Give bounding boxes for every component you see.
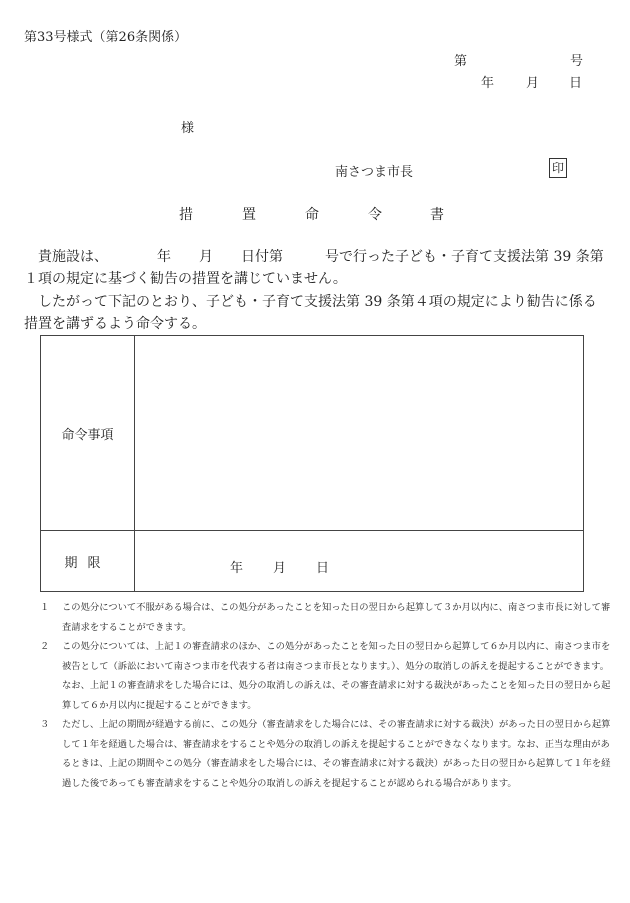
- deadline-day: 日: [316, 561, 330, 576]
- orders-table: [40, 335, 584, 592]
- deadline-month: 月: [273, 561, 287, 576]
- issue-date-month: 月: [526, 76, 540, 91]
- note-item: [40, 637, 612, 715]
- title-char: 命: [305, 207, 319, 223]
- title-char: 書: [430, 207, 444, 223]
- note-text: ただし、上記の期間が経過する前に、この処分（審査請求をした場合には、その審査請求に対する裁決）があった日の翌日から起算して１年を経過した場合は、審査請求をすることや処分の取消しの訴えを提起することができなくなります。なお、正当な理由があるときは、上記の期間やこの処分（審査請求をした場合には、その審査請求に対する裁決）があった日の翌日から起算して１年を経過した後であっても審査請求をすることや処分の取消しの訴えを提起することが認められる場合があります。: [62, 719, 611, 789]
- deadline-label: 期限: [64, 555, 111, 571]
- body-paragraph-1: 貴施設は、 年 月 日付第 号で行った子ども・子育て支援法第 39 条第１項の規定に基づく勧告の措置を講じていません。: [24, 249, 604, 287]
- issuer-name: 南さつま市長: [335, 165, 414, 180]
- note-item: [40, 598, 612, 637]
- body-paragraph-2: したがって下記のとおり、子ども・子育て支援法第 39 条第４項の規定により勧告に係る措置を講ずるよう命令する。: [24, 294, 597, 332]
- document-number-suffix: 号: [570, 54, 584, 69]
- form-number: 第33号様式（第26条関係）: [24, 30, 188, 45]
- note-item: [40, 715, 612, 793]
- note-number: ２: [40, 641, 50, 652]
- title-char: 令: [368, 207, 382, 223]
- notes-section: [40, 598, 612, 793]
- document-number-prefix: 第: [454, 54, 468, 69]
- note-text: この処分については、上記１の審査請求のほか、この処分があったことを知った日の翌日から起算して６か月以内に、南さつま市を被告として（訴訟において南さつま市を代表する者は南さつま市長となります。）、処分の取消しの訴えを提起することができます。なお、上記１の審査請求をした場合には、処分の取消しの訴えは、その審査請求に対する裁決があったことを知った日の翌日から起算して６か月以内に提起することができます。: [62, 641, 611, 711]
- note-text: この処分について不服がある場合は、この処分があったことを知った日の翌日から起算して３か月以内に、南さつま市長に対して審査請求をすることができます。: [62, 602, 611, 633]
- note-number: １: [40, 602, 50, 613]
- note-number: ３: [40, 719, 50, 730]
- deadline-year: 年: [230, 561, 244, 576]
- issue-date-day: 日: [569, 76, 583, 91]
- table-divider-vertical: [134, 336, 135, 591]
- title-char: 置: [242, 207, 256, 223]
- issue-date-year: 年: [481, 76, 495, 91]
- seal-mark: 印: [549, 158, 567, 178]
- addressee-honorific: 様: [181, 121, 195, 136]
- order-items-label: 命令事項: [61, 427, 114, 443]
- title-char: 措: [179, 207, 193, 223]
